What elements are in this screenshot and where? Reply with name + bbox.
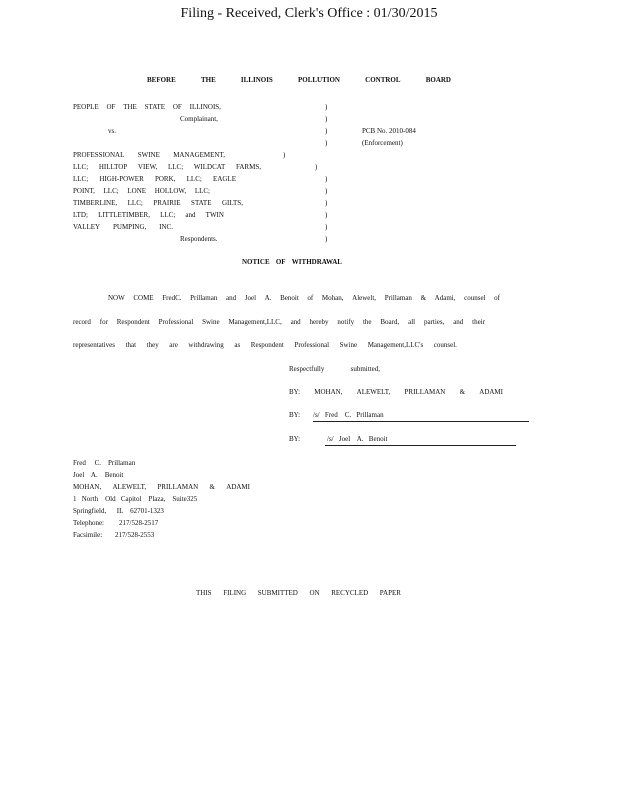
body-word: the (362, 318, 372, 326)
body-word: Professional (158, 318, 194, 326)
body-word: they (146, 341, 159, 349)
firm-word: ADAMI (226, 483, 250, 491)
title-word: THE (200, 76, 216, 84)
firm-word: ADAMI (479, 388, 503, 396)
body-word: and (290, 318, 301, 326)
by-label: BY: (289, 435, 301, 443)
signature-prillaman: /s/ Fred C. Prillaman (313, 411, 384, 419)
body-word: for (99, 318, 108, 326)
caption-word: LLC; (167, 163, 184, 171)
body-word: hereby (309, 318, 329, 326)
caption-word: PEOPLE (73, 103, 99, 111)
body-word: counsel. (433, 341, 457, 349)
footer-word: THIS (196, 589, 212, 597)
firm-signature-line (289, 388, 503, 397)
caption-word: OF (106, 103, 116, 111)
title-word: ILLINOIS (240, 76, 273, 84)
caption-word: LONE (127, 187, 147, 195)
footer-word: RECYCLED (331, 589, 369, 597)
body-word: Alewelt, (352, 294, 377, 302)
firm-word: & (209, 483, 215, 491)
caption-word: STATE (144, 103, 166, 111)
contact-city: Springfield, IL 62701-1323 (73, 507, 164, 515)
caption-word: POINT, (73, 187, 95, 195)
signature-line (313, 421, 529, 422)
title-word: POLLUTION (297, 76, 340, 84)
body-word: that (125, 341, 137, 349)
body-word: Joel (244, 294, 257, 302)
telephone-number: 217/528-2517 (119, 519, 159, 527)
body-word: Management,LLC, (228, 318, 282, 326)
caption-word: GILTS, (222, 199, 243, 207)
respondents-line (73, 187, 210, 196)
body-word: FredC. (162, 294, 182, 302)
body-line (108, 294, 500, 303)
body-word: Board, (380, 318, 400, 326)
closing-word: Respectfully (289, 365, 325, 373)
notice-title (242, 258, 342, 267)
footer-word: SUBMITTED (257, 589, 298, 597)
by-label: BY: (289, 388, 301, 396)
caption-word: PUMPING, (113, 223, 147, 231)
caption-word: TWIN (205, 211, 224, 219)
caption-word: LLC; (73, 175, 89, 183)
body-word: record (73, 318, 91, 326)
body-word: are (169, 341, 178, 349)
caption-word: WILDCAT (193, 163, 226, 171)
body-word: Prillaman (190, 294, 218, 302)
caption-word: HIGH-POWER (99, 175, 144, 183)
body-word: of (307, 294, 314, 302)
body-word: their (472, 318, 485, 326)
firm-word: PRILLAMAN (157, 483, 199, 491)
title-word: BOARD (425, 76, 451, 84)
caption-word: INC. (159, 223, 173, 231)
caption-word: MANAGEMENT, (173, 151, 225, 159)
caption-word: LTD; (73, 211, 88, 219)
caption-word: TIMBERLINE, (73, 199, 118, 207)
versus-label: vs. (108, 127, 116, 135)
body-word: Mohan, (321, 294, 344, 302)
body-word: Adami, (434, 294, 456, 302)
caption-word: LLC; (103, 187, 119, 195)
caption-word: LLC; (73, 163, 89, 171)
board-title (147, 76, 451, 85)
firm-word: MOHAN, (73, 483, 102, 491)
body-word: A. (264, 294, 272, 302)
body-word: representatives (73, 341, 115, 349)
body-word: withdrawing (188, 341, 224, 349)
caption-word: PROFESSIONAL (73, 151, 125, 159)
footer-word: FILING (223, 589, 247, 597)
firm-word: & (459, 388, 466, 396)
body-line (73, 341, 457, 350)
respondents-line (73, 223, 173, 232)
caption-word: HILLTOP (98, 163, 128, 171)
contact-firm (73, 483, 250, 492)
caption-word: LITTLETIMBER, (98, 211, 150, 219)
caption-word: SWINE (137, 151, 160, 159)
by-label: BY: (289, 411, 301, 419)
caption-word: and (185, 211, 196, 219)
caption-word: OF (172, 103, 182, 111)
caption-word: FARMS, (236, 163, 261, 171)
notice-word: WITHDRAWAL (291, 258, 342, 266)
respondents-label: Respondents. (180, 235, 218, 243)
respondents-line (73, 199, 243, 208)
respondents-line (73, 151, 225, 160)
caption-word: LLC; (186, 175, 202, 183)
caption-word: VIEW, (137, 163, 158, 171)
notice-word: OF (275, 258, 286, 266)
body-word: Management,LLC's (367, 341, 424, 349)
facsimile-label: Facsimile: (73, 531, 103, 539)
caption-word: PORK, (154, 175, 176, 183)
body-line (73, 318, 485, 327)
body-word: Professional (294, 341, 330, 349)
body-word: and (453, 318, 464, 326)
footer-word: ON (309, 589, 320, 597)
respondents-line (73, 163, 261, 172)
body-word: of (494, 294, 500, 302)
firm-word: PRILLAMAN (404, 388, 446, 396)
caption-word: HOLLOW, (154, 187, 187, 195)
firm-word: ALEWELT, (112, 483, 147, 491)
caption-word: LLC; (194, 187, 210, 195)
body-word: all (408, 318, 416, 326)
closing-line (289, 365, 380, 374)
case-number: PCB No. 2010-084 (362, 127, 416, 135)
body-word: notify (337, 318, 355, 326)
plaintiff-line (73, 103, 221, 112)
body-word: & (420, 294, 427, 302)
complainant-label: Complainant, (180, 115, 218, 123)
body-word: NOW (108, 294, 125, 302)
contact-name: Fred C. Prillaman (73, 459, 136, 467)
caption-word: STATE (191, 199, 212, 207)
contact-name: Joel A. Benoit (73, 471, 124, 479)
caption-word: EAGLE (213, 175, 236, 183)
firm-word: ALEWELT, (356, 388, 391, 396)
body-word: parties, (423, 318, 445, 326)
body-word: Swine (202, 318, 220, 326)
respondents-line (73, 211, 224, 220)
caption-word: LLC; (127, 199, 143, 207)
body-word: and (225, 294, 237, 302)
body-word: Swine (339, 341, 358, 349)
body-word: as (234, 341, 241, 349)
body-word: Respondent (250, 341, 284, 349)
caption-word: VALLEY (73, 223, 101, 231)
body-word: counsel (464, 294, 486, 302)
caption-word: LLC; (160, 211, 176, 219)
telephone-label: Telephone: (73, 519, 104, 527)
footer-word: PAPER (379, 589, 401, 597)
case-type: (Enforcement) (362, 139, 403, 147)
signature-line (325, 445, 516, 446)
notice-word: NOTICE (242, 258, 270, 266)
filing-header: Filing - Received, Clerk's Office : 01/30/2015 (180, 6, 438, 21)
body-word: Benoit (280, 294, 299, 302)
recycled-paper-footer (196, 589, 401, 598)
caption-word: PRAIRIE (153, 199, 181, 207)
caption-word: THE (123, 103, 137, 111)
body-word: Prillaman (384, 294, 412, 302)
closing-word: submitted, (350, 365, 380, 373)
caption-word: ILLINOIS, (189, 103, 221, 111)
firm-word: MOHAN, (314, 388, 343, 396)
title-word: CONTROL (365, 76, 401, 84)
title-word: BEFORE (147, 76, 176, 84)
body-word: Respondent (116, 318, 150, 326)
respondents-line (73, 175, 236, 184)
facsimile-number: 217/528-2553 (115, 531, 155, 539)
body-word: COME (133, 294, 154, 302)
signature-benoit: /s/ Joel A. Benoit (327, 435, 388, 443)
contact-address: 1 North Old Capitol Plaza, Suite325 (73, 495, 198, 503)
